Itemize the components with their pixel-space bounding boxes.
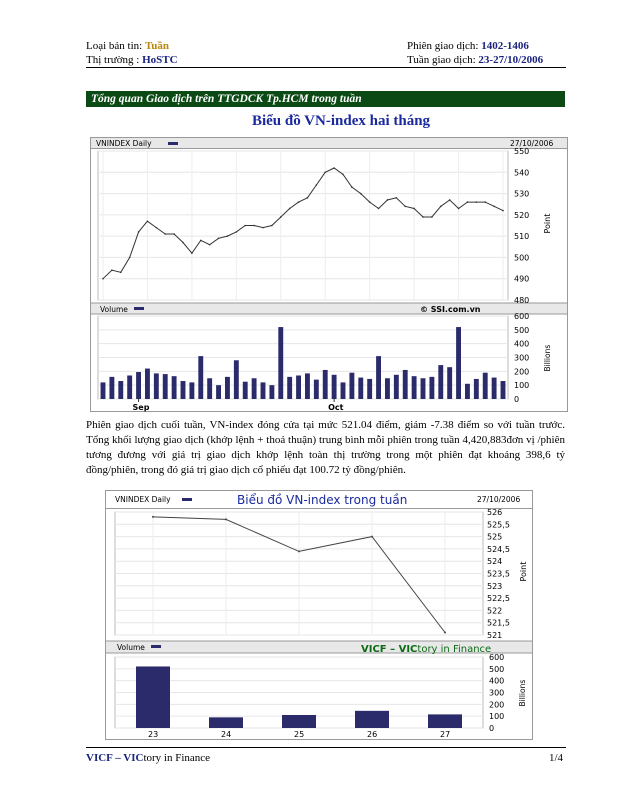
volume-tick-label: 500 <box>489 664 505 674</box>
volume-bar-mark <box>225 377 230 399</box>
volume-axis-label: Billions <box>543 344 552 372</box>
volume-bar-mark <box>465 384 470 399</box>
volume-bar-mark <box>181 381 186 399</box>
volume-bar-mark <box>189 382 194 399</box>
chart-legend: VNINDEX Daily <box>115 495 171 504</box>
volume-bar-mark <box>492 378 497 399</box>
volume-bar-mark <box>483 373 488 399</box>
volume-bar-mark <box>421 378 426 399</box>
price-point <box>225 518 227 520</box>
price-tick-label: 523 <box>487 581 503 591</box>
chart2-watermark <box>361 644 491 655</box>
page-number: 1/4 <box>548 752 563 764</box>
price-point <box>138 231 140 233</box>
volume-tick-label: 300 <box>489 688 505 698</box>
volume-bar <box>91 303 568 314</box>
volume-bar-mark <box>474 379 479 399</box>
price-point <box>369 201 371 203</box>
price-axis-label: Point <box>543 213 552 234</box>
price-point <box>378 208 380 210</box>
price-tick-label: 522,5 <box>487 594 510 604</box>
price-point <box>307 197 309 199</box>
volume-bar-mark <box>341 382 346 399</box>
price-tick-label: 522 <box>487 606 503 616</box>
price-point <box>156 227 158 229</box>
volume-bar-mark <box>145 369 150 399</box>
price-point <box>191 252 193 254</box>
volume-bar-mark <box>278 327 283 399</box>
vnindex-weekly-chart <box>105 490 533 740</box>
volume-bar-mark <box>403 370 408 399</box>
price-point <box>360 193 362 195</box>
price-point <box>396 197 398 199</box>
price-point <box>120 272 122 274</box>
price-point <box>422 216 424 218</box>
volume-bar-mark <box>287 377 292 399</box>
price-point <box>289 208 291 210</box>
x-tick-label: 24 <box>221 730 232 739</box>
price-tick-label: 510 <box>514 232 530 242</box>
price-point <box>449 199 451 201</box>
volume-axis-label: Billions <box>518 679 527 707</box>
price-point <box>324 171 326 173</box>
trading-week: Tuần giao dịch: 23-27/10/2006 <box>407 54 544 66</box>
chart-date: 27/10/2006 <box>510 139 554 148</box>
price-point <box>298 201 300 203</box>
volume-bar-mark <box>252 378 257 399</box>
x-tick-label: 27 <box>440 730 451 739</box>
price-point <box>218 237 220 239</box>
chart1-title: Biểu đồ VN-index hai tháng <box>251 113 431 129</box>
volume-bar-mark <box>349 373 354 399</box>
volume-bar-mark <box>269 385 274 399</box>
price-tick-label: 524 <box>487 557 503 567</box>
volume-tick-label: 600 <box>514 312 530 321</box>
volume-legend: Volume <box>100 305 128 314</box>
price-point <box>467 201 469 203</box>
volume-bar-mark <box>355 711 389 728</box>
legend-swatch <box>182 498 192 501</box>
price-point <box>440 206 442 208</box>
x-tick-label: 23 <box>148 730 159 739</box>
volume-bar-mark <box>332 375 337 399</box>
price-point <box>209 244 211 246</box>
volume-bar-mark <box>376 356 381 399</box>
price-tick-label: 520 <box>514 210 530 220</box>
price-point <box>253 225 255 227</box>
volume-bar-mark <box>118 381 123 399</box>
volume-bar-mark <box>412 376 417 399</box>
price-tick-label: 540 <box>514 168 530 178</box>
price-tick-label: 521 <box>487 631 503 640</box>
price-point <box>502 210 504 212</box>
volume-bar-mark <box>234 360 239 399</box>
chart-frame <box>91 138 568 412</box>
volume-bar-mark <box>198 356 203 399</box>
price-point <box>413 208 415 210</box>
volume-tick-label: 200 <box>489 700 505 710</box>
price-point <box>152 516 154 518</box>
volume-tick-label: 300 <box>514 353 530 363</box>
footer-rule <box>86 747 566 748</box>
volume-bar-mark <box>127 375 132 399</box>
volume-tick-label: 0 <box>489 724 495 733</box>
volume-tick-label: 100 <box>514 381 530 391</box>
price-tick-label: 526 <box>487 508 503 517</box>
x-tick-label: Sep <box>132 403 150 412</box>
volume-bar-mark <box>243 382 248 399</box>
price-tick-label: 500 <box>514 253 530 263</box>
price-tick-label: 530 <box>514 189 530 199</box>
price-point <box>147 220 149 222</box>
price-point <box>333 167 335 169</box>
price-point <box>476 201 478 203</box>
price-tick-label: 524,5 <box>487 544 510 554</box>
price-axis-label: Point <box>519 561 528 582</box>
volume-bar-mark <box>296 375 301 399</box>
x-tick-label: 25 <box>294 730 305 739</box>
report-type: Loại bản tin: Tuần <box>86 40 170 52</box>
volume-bar-mark <box>394 375 399 399</box>
footer-brand: VICF – VICtory in Finance <box>86 752 211 764</box>
volume-bar-mark <box>136 666 170 728</box>
volume-tick-label: 500 <box>514 325 530 335</box>
price-point <box>236 231 238 233</box>
volume-bar-mark <box>109 377 114 399</box>
chart2-title: Biểu đồ VN-index trong tuần <box>237 493 408 507</box>
volume-bar-mark <box>447 367 452 399</box>
price-point <box>262 227 264 229</box>
chart-date: 27/10/2006 <box>477 495 521 504</box>
volume-bar-mark <box>367 379 372 399</box>
volume-bar-mark <box>261 382 266 399</box>
watermark-brand: VICF – VIC <box>361 644 418 655</box>
vnindex-two-month-chart <box>90 137 568 412</box>
section-banner: Tổng quan Giao dịch trên TTGDCK Tp.HCM trong tuần <box>86 91 565 107</box>
price-point <box>484 201 486 203</box>
legend-swatch <box>168 142 178 145</box>
volume-bar-mark <box>209 717 243 728</box>
volume-bar-mark <box>429 377 434 399</box>
volume-bar-mark <box>438 365 443 399</box>
watermark-tagline: tory in Finance <box>417 644 492 655</box>
volume-bar-mark <box>172 376 177 399</box>
volume-bar-mark <box>314 380 319 399</box>
source-credit: © SSI.com.vn <box>420 305 481 314</box>
price-tick-label: 525,5 <box>487 520 510 530</box>
price-tick-label: 523,5 <box>487 569 510 579</box>
price-point <box>444 632 446 634</box>
price-point <box>298 550 300 552</box>
price-point <box>129 257 131 259</box>
price-tick-label: 490 <box>514 274 530 284</box>
price-point <box>316 184 318 186</box>
volume-bar-mark <box>501 381 506 399</box>
price-point <box>371 536 373 538</box>
x-tick-label: Oct <box>328 403 344 412</box>
volume-bar-mark <box>163 374 168 399</box>
volume-tick-label: 400 <box>514 339 530 349</box>
price-tick-label: 550 <box>514 147 530 156</box>
price-tick-label: 525 <box>487 532 503 542</box>
price-point <box>164 233 166 235</box>
price-point <box>458 208 460 210</box>
volume-swatch <box>134 307 144 310</box>
price-point <box>271 225 273 227</box>
volume-tick-label: 200 <box>514 367 530 377</box>
price-point <box>227 235 229 237</box>
price-point <box>387 199 389 201</box>
price-point <box>351 186 353 188</box>
volume-bar-mark <box>305 373 310 399</box>
volume-tick-label: 600 <box>489 653 505 662</box>
volume-tick-label: 100 <box>489 712 505 722</box>
volume-bar-mark <box>323 370 328 399</box>
volume-bar-mark <box>282 715 316 728</box>
price-point <box>342 174 344 176</box>
x-tick-label: 26 <box>367 730 378 739</box>
price-point <box>182 242 184 244</box>
volume-bar-mark <box>216 385 221 399</box>
volume-bar-mark <box>154 373 159 399</box>
price-point <box>280 216 282 218</box>
price-tick-label: 480 <box>514 296 530 305</box>
volume-bar-mark <box>385 378 390 399</box>
summary-paragraph: Phiên giao dịch cuối tuần, VN-index đóng cửa tại mức 521.04 điểm, giảm -7.38 điểm so với tuần trước. Tổng khối lượng giao dịch (khớp lệnh + thoả thuận) trung bình mỗi phiên trong tuần 4,420,883đơn vị /phiên tương đương với giá trị giao dịch khớp lệnh toàn thị trường trong một phiên đạt khoảng 398,6 tỷ đồng/phiên, trong đó giá trị giao dịch cổ phiếu đạt 100.72 tỷ đồng/phiên. <box>86 419 565 476</box>
price-point <box>111 269 113 271</box>
volume-bar-mark <box>456 327 461 399</box>
market: Thị trường : HoSTC <box>86 54 178 66</box>
chart-top-bar <box>91 138 568 149</box>
volume-bar-mark <box>101 382 106 399</box>
volume-bar-mark <box>136 372 141 399</box>
price-point <box>244 225 246 227</box>
price-point <box>102 278 104 280</box>
volume-tick-label: 0 <box>514 395 520 404</box>
price-point <box>493 206 495 208</box>
volume-bar-mark <box>358 378 363 399</box>
price-point <box>404 206 406 208</box>
volume-bar-mark <box>428 714 462 728</box>
session: Phiên giao dịch: 1402-1406 <box>407 40 529 52</box>
price-point <box>431 216 433 218</box>
volume-tick-label: 400 <box>489 676 505 686</box>
chart-legend: VNINDEX Daily <box>96 139 152 148</box>
price-point <box>173 233 175 235</box>
price-tick-label: 521,5 <box>487 618 510 628</box>
volume-legend: Volume <box>117 643 145 652</box>
volume-swatch <box>151 645 161 648</box>
header-rule <box>86 67 566 68</box>
price-point <box>200 240 202 242</box>
volume-bar-mark <box>207 378 212 399</box>
